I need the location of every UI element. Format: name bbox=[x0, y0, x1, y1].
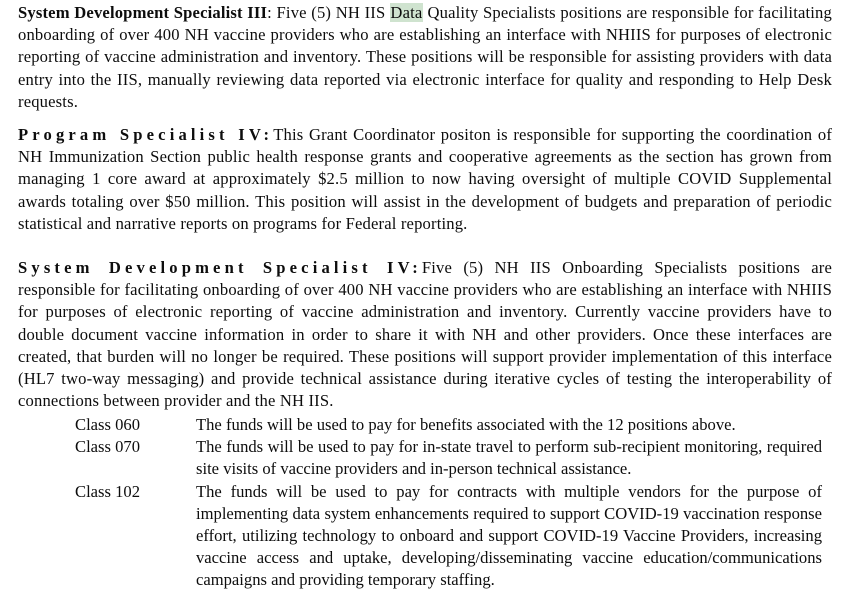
paragraph-program-specialist-iv bbox=[18, 124, 832, 235]
paragraph-text-after-highlight: Quality Specialists positions are responsible for facilitating onboarding of over 400 NH vaccine providers who are establishing an interface with NHIIS for purposes of electronic reporting of vaccine administration and inventory. These positions will be responsible for assisting providers with data entry into the IIS, manually reviewing data reported via electronic interface for quality and responding to Help Desk requests. bbox=[18, 3, 832, 111]
class-list-item bbox=[0, 414, 842, 436]
paragraph-text-before-highlight: Five (5) NH IIS bbox=[271, 3, 390, 22]
paragraph-system-development-specialist-iv bbox=[18, 257, 832, 412]
paragraph-heading: System Development Specialist IV: bbox=[18, 258, 422, 277]
class-list-item bbox=[0, 481, 842, 592]
class-description: The funds will be used to pay for in-state travel to perform sub-recipient monitoring, required site visits of vaccine providers and in-person technical assistance. bbox=[196, 437, 822, 479]
class-list bbox=[0, 414, 842, 592]
class-label: Class 070 bbox=[75, 437, 140, 457]
highlighted-text: Data bbox=[390, 3, 423, 22]
class-label: Class 060 bbox=[75, 415, 140, 434]
class-description: The funds will be used to pay for contracts with multiple vendors for the purpose of implementing data system enhancements required to support COVID-19 vaccination response effort, utilizing technology to onboard and support COVID-19 Vaccine Providers, increasing vaccine access and uptake, developing/disseminating vaccine education/communications campaigns and providing temporary staffing. bbox=[196, 481, 822, 590]
paragraph-heading: Program Specialist IV: bbox=[18, 125, 274, 144]
paragraph-heading-colon: : bbox=[267, 3, 272, 22]
paragraph-system-development-specialist-iii bbox=[18, 2, 832, 113]
class-label: Class 102 bbox=[75, 481, 140, 501]
class-list-item bbox=[0, 436, 842, 480]
class-description: The funds will be used to pay for benefits associated with the 12 positions above. bbox=[196, 415, 736, 434]
paragraph-heading: System Development Specialist III bbox=[18, 3, 268, 22]
paragraph-text: Five (5) NH IIS Onboarding Specialists positions are responsible for facilitating onboarding of over 400 NH vaccine providers who are establishing an interface with NHIIS for purposes of electronic reporting of vaccine administration and inventory. Currently vaccine providers have to double document vaccine information in order to share it with NH and other providers. Once these interfaces are created, that burden will no longer be required. These positions will support provider implementation of this interface (HL7 two-way messaging) and provide technical assistance during iterative cycles of testing the interoperability of connections between provider and the NH IIS. bbox=[18, 258, 832, 411]
paragraph-text: This Grant Coordinator positon is responsible for supporting the coordination of NH Immunization Section public health response grants and cooperative agreements as the section has grown from managing 1 core award at approximately $2.5 million to now having oversight of multiple COVID Supplemental awards totaling over $50 million. This position will assist in the development of budgets and preparation of periodic statistical and narrative reports on programs for Federal reporting. bbox=[18, 125, 833, 233]
